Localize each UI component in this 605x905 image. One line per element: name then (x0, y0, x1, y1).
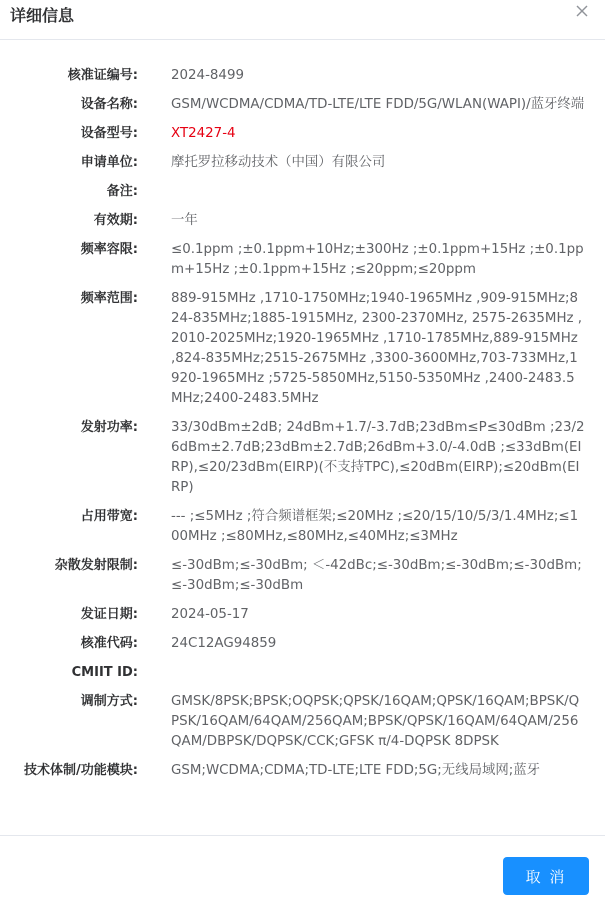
field-label: 调制方式: (80, 694, 138, 709)
field-row-remarks (0, 182, 605, 202)
field-value: ≤0.1ppm ;±0.1ppm+10Hz;±300Hz ;±0.1ppm+15Hz ;±0.1ppm+15Hz ;±0.1ppm+15Hz ;≤20ppm;≤20ppm (171, 242, 584, 277)
field-label: 有效期: (93, 213, 138, 228)
field-row-modulation (0, 692, 605, 752)
field-row-frequency-tolerance (0, 240, 605, 280)
field-row-issue-date (0, 605, 605, 625)
field-row-cmiit-id (0, 663, 605, 683)
field-row-transmit-power (0, 418, 605, 498)
field-value: 33/30dBm±2dB; 24dBm+1.7/-3.7dB;23dBm≤P≤30dBm ;23/26dBm±2.7dB;23dBm±2.7dB;26dBm+3.0/-4.0dB ;≤33dBm(EIRP),≤20/23dBm(EIRP)(不支持TPC),≤20dBm(EIRP);≤20dBm(EIRP) (171, 420, 585, 495)
field-value: 24C12AG94859 (171, 636, 277, 651)
field-row-frequency-range (0, 289, 605, 409)
close-icon[interactable] (575, 4, 589, 18)
field-value: 一年 (171, 213, 198, 228)
field-value: 889-915MHz ,1710-1750MHz;1940-1965MHz ,909-915MHz;824-835MHz;1885-1915MHz, 2300-2370MHz, 2575-2635MHz ,2010-2025MHz;1920-1965MHz ,1710-1785MHz,889-915MHz ,824-835MHz;2515-2675MHz ,3300-3600MHz,703-733MHz,1920-1965MHz ;5725-5850MHz,5150-5350MHz ,2400-2483.5MHz;2400-2483.5MHz (171, 291, 583, 406)
field-value: GSM/WCDMA/CDMA/TD-LTE/LTE FDD/5G/WLAN(WAPI)/蓝牙终端 (171, 97, 585, 112)
field-row-occupied-bandwidth (0, 507, 605, 547)
field-label: 杂散发射限制: (54, 558, 138, 573)
field-row-license-number (0, 66, 605, 86)
field-value: GMSK/8PSK;BPSK;OQPSK;QPSK/16QAM;QPSK/16QAM;BPSK/QPSK/16QAM/64QAM/256QAM;BPSK/QPSK/16QAM/64QAM/256QAM/DBPSK/DQPSK/CCK;GFSK π/4-DQPSK 8DPSK (171, 694, 580, 749)
field-value: 2024-8499 (171, 68, 244, 83)
field-label: 核准证编号: (67, 68, 138, 83)
field-value: 2024-05-17 (171, 607, 249, 622)
field-row-approval-code (0, 634, 605, 654)
dialog-footer (0, 835, 605, 905)
field-value: --- ;≤5MHz ;符合频谱框架;≤20MHz ;≤20/15/10/5/3/1.4MHz;≤100MHz ;≤80MHz,≤80MHz,≤40MHz;≤3MHz (171, 509, 579, 544)
field-row-device-model (0, 124, 605, 144)
field-value-model: XT2427-4 (171, 126, 236, 141)
field-label: CMIIT ID: (71, 665, 138, 680)
field-label: 频率容限: (80, 242, 138, 257)
field-label: 设备型号: (80, 126, 138, 141)
field-label: 发证日期: (80, 607, 138, 622)
field-row-applicant (0, 153, 605, 173)
dialog-header (0, 0, 605, 40)
field-row-device-name (0, 95, 605, 115)
field-label: 设备名称: (80, 97, 138, 112)
field-label: 频率范围: (80, 291, 138, 306)
field-label: 发射功率: (80, 420, 138, 435)
detail-body (0, 40, 605, 781)
dialog-title: 详细信息 (10, 6, 75, 25)
field-label: 核准代码: (80, 636, 138, 651)
field-value: ≤-30dBm;≤-30dBm; ＜-42dBc;≤-30dBm;≤-30dBm;≤-30dBm;≤-30dBm;≤-30dBm (171, 558, 582, 593)
field-label: 占用带宽: (80, 509, 138, 524)
field-label: 技术体制/功能模块: (24, 763, 138, 778)
field-row-tech-module (0, 761, 605, 781)
field-row-spurious-emission (0, 556, 605, 596)
field-row-validity (0, 211, 605, 231)
cancel-button[interactable]: 取 消 (503, 857, 589, 895)
field-label: 备注: (106, 184, 138, 199)
field-label: 申请单位: (80, 155, 138, 170)
field-value: GSM;WCDMA;CDMA;TD-LTE;LTE FDD;5G;无线局域网;蓝牙 (171, 763, 541, 778)
field-value: 摩托罗拉移动技术（中国）有限公司 (171, 155, 386, 170)
